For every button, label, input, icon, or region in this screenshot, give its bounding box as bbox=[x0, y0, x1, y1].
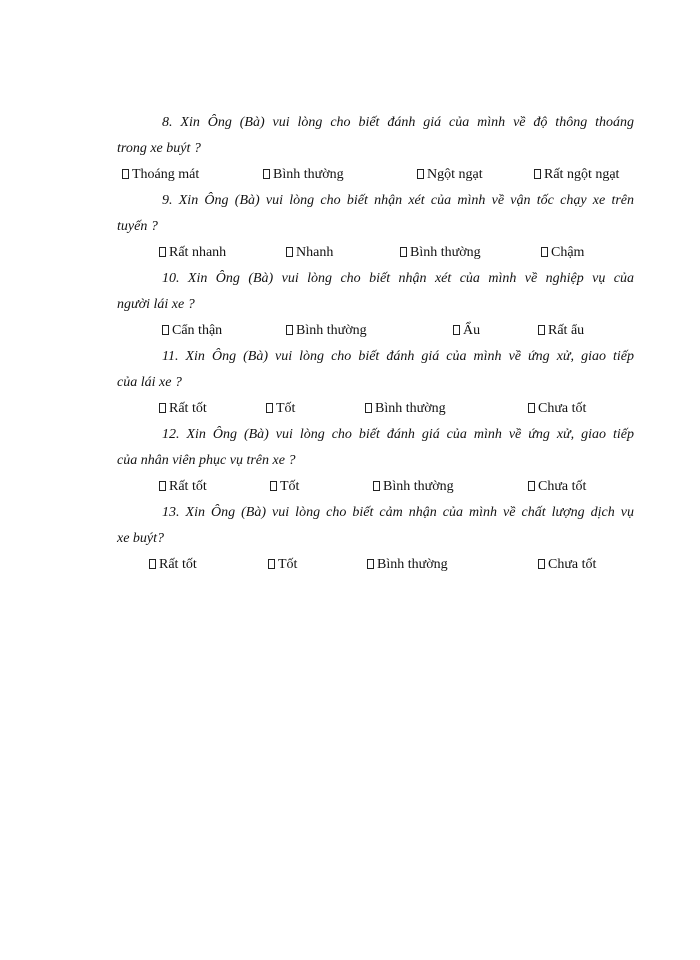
option-11-3[interactable] bbox=[365, 400, 446, 418]
question-11-text-line2: của lái xe ? bbox=[117, 375, 182, 390]
option-label: Bình thường bbox=[377, 557, 448, 572]
option-label: Tốt bbox=[278, 557, 298, 572]
checkbox[interactable] bbox=[453, 325, 460, 335]
checkbox[interactable] bbox=[538, 559, 545, 569]
option-12-2[interactable] bbox=[270, 478, 299, 496]
option-label: Tốt bbox=[276, 401, 296, 416]
question-12-text-line2: của nhân viên phục vụ trên xe ? bbox=[117, 453, 296, 468]
option-13-4[interactable] bbox=[538, 556, 596, 574]
question-10-text-line1: 10. Xin Ông (Bà) vui lòng cho biết nhận xét của mình về nghiệp vụ của bbox=[162, 271, 634, 286]
checkbox[interactable] bbox=[400, 247, 407, 257]
option-label: Ẩu bbox=[463, 323, 481, 338]
option-label: Rất tốt bbox=[169, 479, 207, 494]
question-12-text-line1: 12. Xin Ông (Bà) vui lòng cho biết đánh giá của mình về ứng xử, giao tiếp bbox=[162, 427, 634, 442]
option-11-4[interactable] bbox=[528, 400, 586, 418]
option-label: Bình thường bbox=[383, 479, 454, 494]
question-10-text-line2: người lái xe ? bbox=[117, 297, 195, 312]
option-label: Chưa tốt bbox=[538, 479, 587, 494]
option-label: Rất tốt bbox=[159, 557, 197, 572]
option-13-2[interactable] bbox=[268, 556, 297, 574]
checkbox[interactable] bbox=[268, 559, 275, 569]
checkbox[interactable] bbox=[528, 403, 535, 413]
option-9-1[interactable] bbox=[159, 244, 226, 262]
option-label: Bình thường bbox=[296, 323, 367, 338]
checkbox[interactable] bbox=[534, 169, 541, 179]
question-13-text-line2: xe buýt? bbox=[117, 531, 165, 546]
option-label: Bình thường bbox=[410, 245, 481, 260]
option-8-2[interactable] bbox=[263, 166, 344, 184]
checkbox[interactable] bbox=[162, 325, 169, 335]
checkbox[interactable] bbox=[159, 403, 166, 413]
option-label: Chưa tốt bbox=[548, 557, 597, 572]
checkbox[interactable] bbox=[538, 325, 545, 335]
question-9-text-line1: 9. Xin Ông (Bà) vui lòng cho biết nhận xét của mình về vận tốc chạy xe trên bbox=[162, 193, 634, 208]
checkbox[interactable] bbox=[270, 481, 277, 491]
option-label: Bình thường bbox=[375, 401, 446, 416]
checkbox[interactable] bbox=[373, 481, 380, 491]
option-11-2[interactable] bbox=[266, 400, 295, 418]
option-9-3[interactable] bbox=[400, 244, 481, 262]
checkbox[interactable] bbox=[286, 247, 293, 257]
option-label: Rất ngột ngạt bbox=[544, 167, 620, 182]
question-13-text-line1: 13. Xin Ông (Bà) vui lòng cho biết cảm nhận của mình về chất lượng dịch vụ bbox=[162, 505, 634, 520]
checkbox[interactable] bbox=[266, 403, 273, 413]
question-9-text-line2: tuyến ? bbox=[117, 219, 158, 234]
option-11-1[interactable] bbox=[159, 400, 207, 418]
option-label: Cẩn thận bbox=[172, 323, 223, 338]
option-label: Thoáng mát bbox=[132, 167, 200, 182]
question-11-text-line1: 11. Xin Ông (Bà) vui lòng cho biết đánh giá của mình về ứng xử, giao tiếp bbox=[162, 349, 634, 364]
option-12-1[interactable] bbox=[159, 478, 207, 496]
option-12-4[interactable] bbox=[528, 478, 586, 496]
checkbox[interactable] bbox=[159, 481, 166, 491]
checkbox[interactable] bbox=[122, 169, 129, 179]
checkbox[interactable] bbox=[417, 169, 424, 179]
option-9-2[interactable] bbox=[286, 244, 333, 262]
option-label: Rất nhanh bbox=[169, 245, 227, 260]
checkbox[interactable] bbox=[286, 325, 293, 335]
checkbox[interactable] bbox=[367, 559, 374, 569]
option-9-4[interactable] bbox=[541, 244, 584, 262]
checkbox[interactable] bbox=[159, 247, 166, 257]
checkbox[interactable] bbox=[149, 559, 156, 569]
option-label: Chưa tốt bbox=[538, 401, 587, 416]
option-label: Ngột ngạt bbox=[427, 167, 483, 182]
option-8-3[interactable] bbox=[417, 166, 483, 184]
option-10-1[interactable] bbox=[162, 322, 222, 340]
question-8-text-line2: trong xe buýt ? bbox=[117, 141, 201, 156]
option-label: Chậm bbox=[551, 245, 585, 260]
option-label: Bình thường bbox=[273, 167, 344, 182]
checkbox[interactable] bbox=[541, 247, 548, 257]
option-label: Nhanh bbox=[296, 245, 334, 260]
option-13-3[interactable] bbox=[367, 556, 448, 574]
checkbox[interactable] bbox=[528, 481, 535, 491]
checkbox[interactable] bbox=[263, 169, 270, 179]
option-label: Rất tốt bbox=[169, 401, 207, 416]
option-10-2[interactable] bbox=[286, 322, 367, 340]
option-label: Tốt bbox=[280, 479, 300, 494]
option-10-3[interactable] bbox=[453, 322, 480, 340]
option-8-4[interactable] bbox=[534, 166, 619, 184]
option-10-4[interactable] bbox=[538, 322, 584, 340]
option-12-3[interactable] bbox=[373, 478, 454, 496]
option-8-1[interactable] bbox=[122, 166, 199, 184]
option-13-1[interactable] bbox=[149, 556, 197, 574]
question-8-text-line1: 8. Xin Ông (Bà) vui lòng cho biết đánh giá của mình về độ thông thoáng bbox=[162, 115, 634, 130]
checkbox[interactable] bbox=[365, 403, 372, 413]
option-label: Rất ẩu bbox=[548, 323, 585, 338]
